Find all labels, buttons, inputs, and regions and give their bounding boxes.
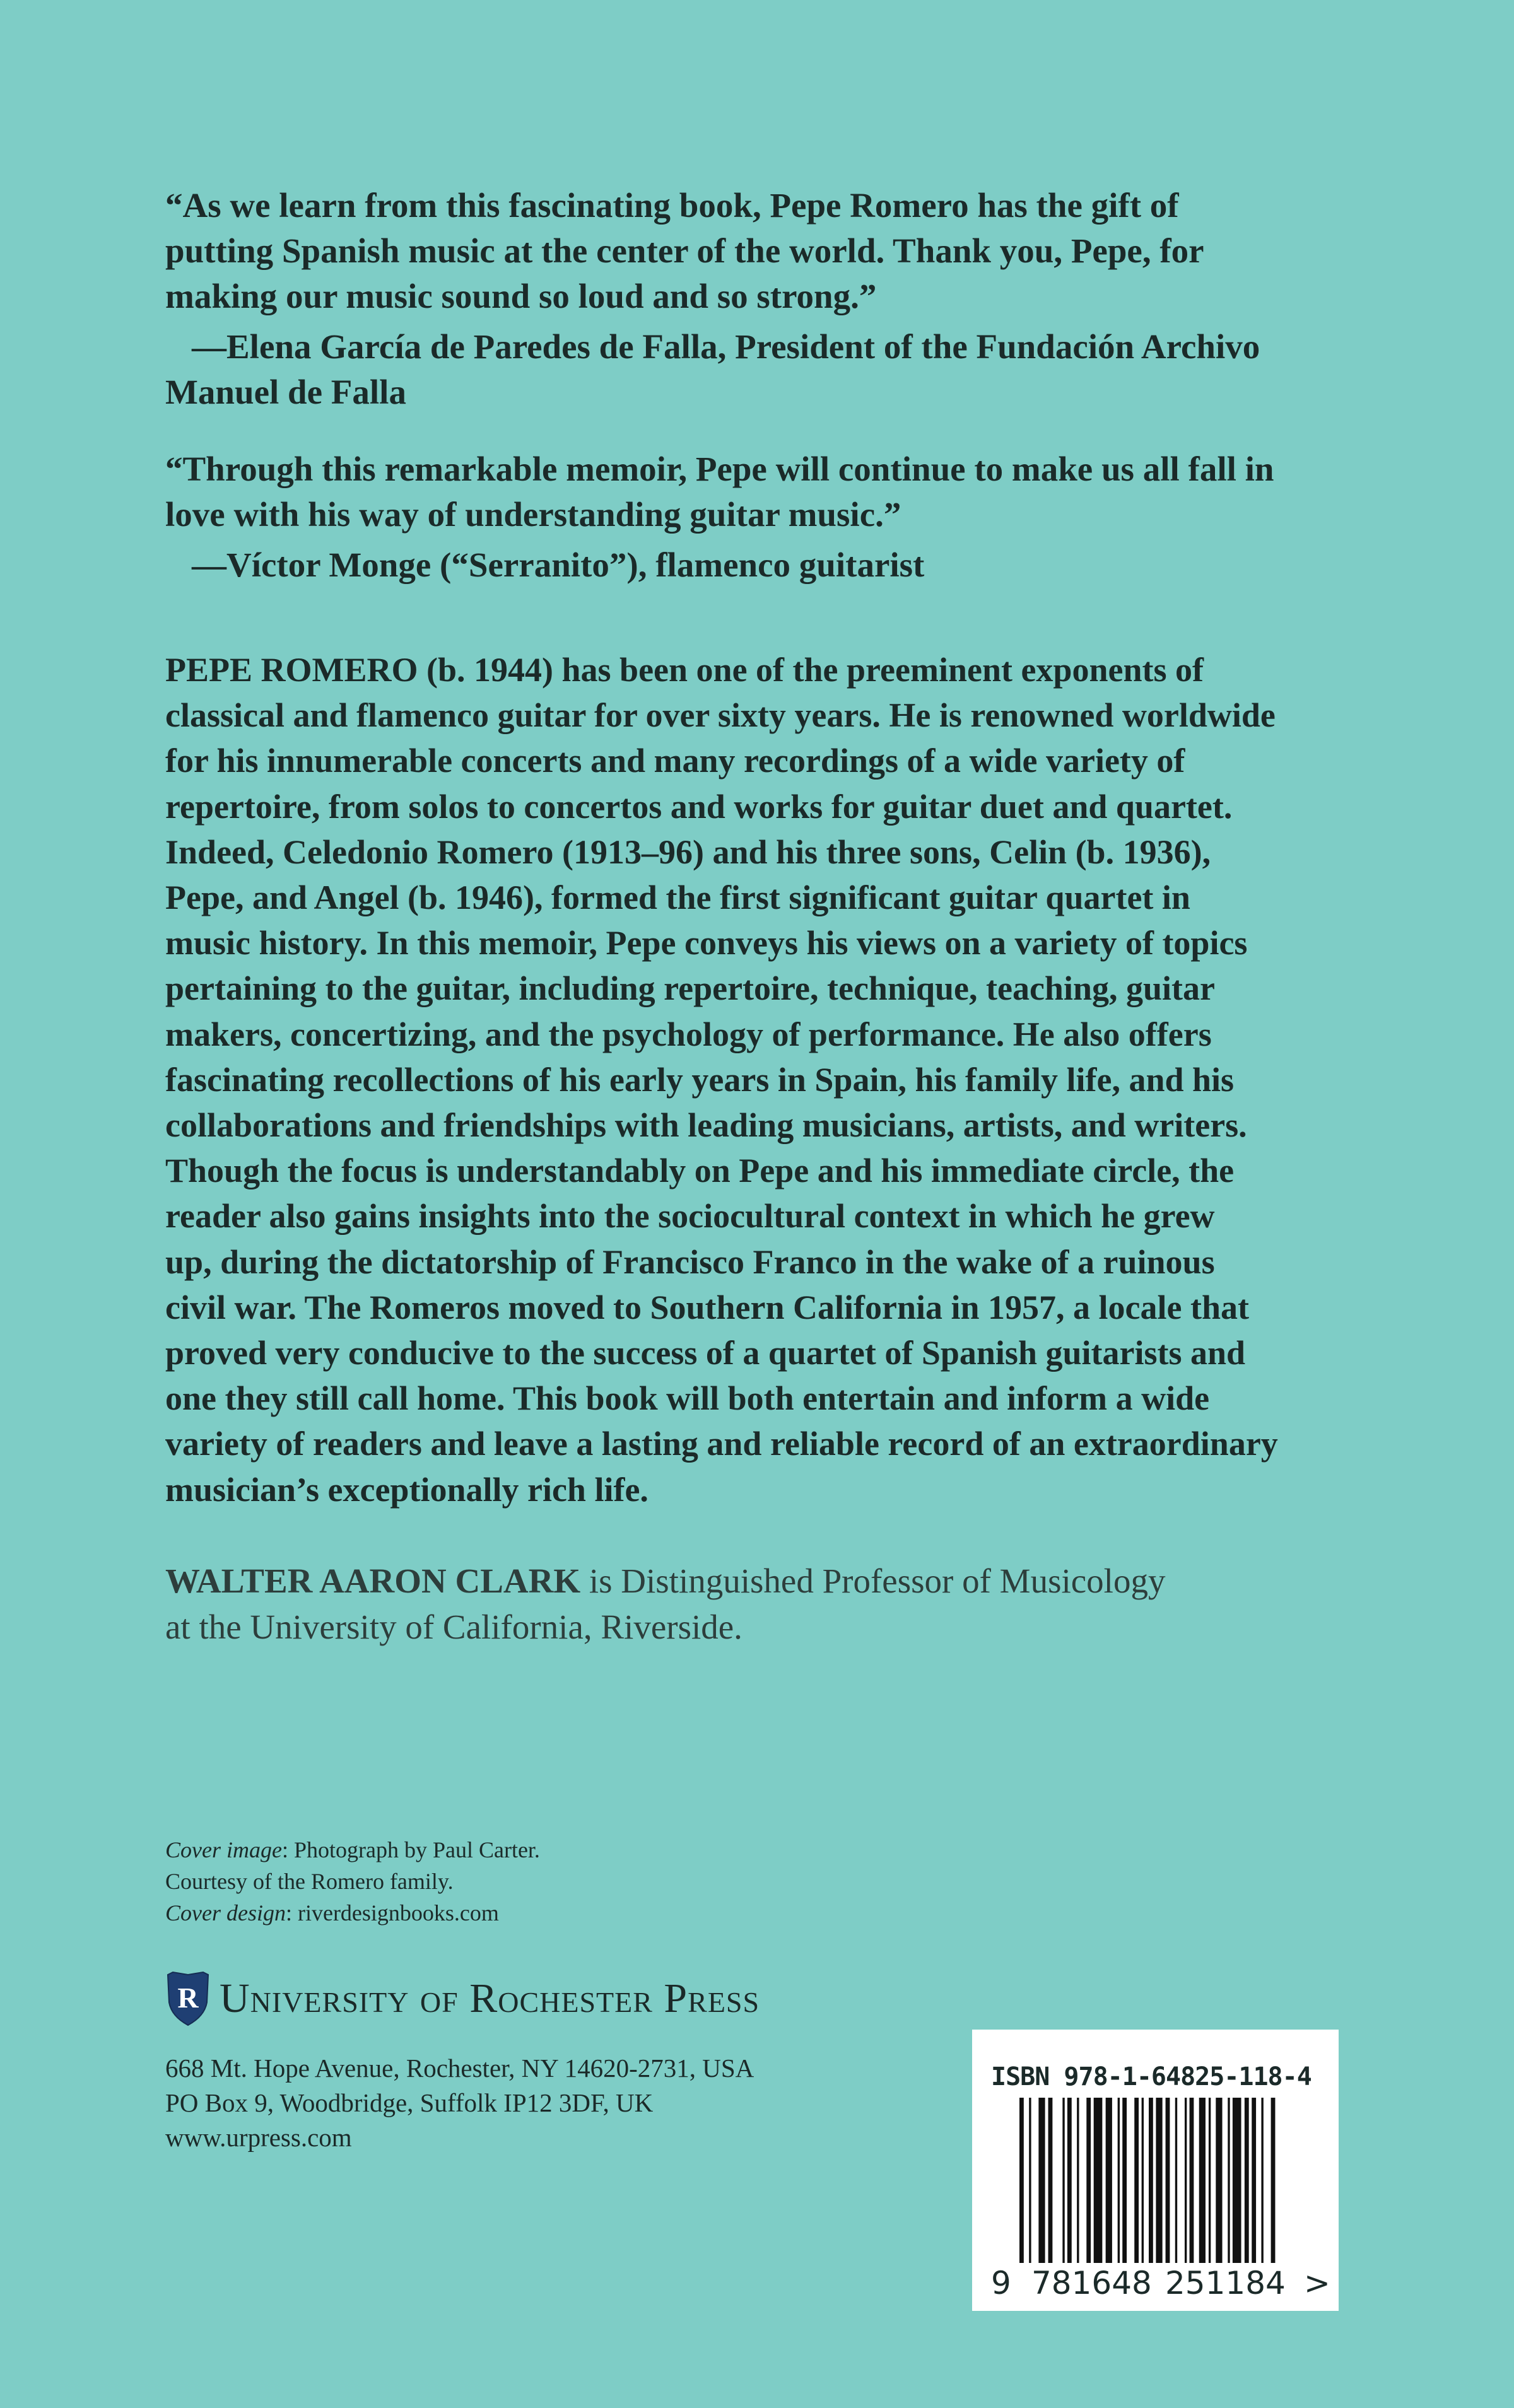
description-line: repertoire, from solos to concertos and works for guitar duet and quartet. <box>165 787 1233 826</box>
quote-attribution: —Elena García de Paredes de Falla, President of the Fundación Archivo <box>192 327 1260 366</box>
barcode-bar <box>1118 2098 1120 2263</box>
barcode-bars <box>1019 2098 1278 2263</box>
description-line: one they still call home. This book will both entertain and inform a wide <box>165 1379 1210 1418</box>
barcode-bar <box>1216 2098 1222 2263</box>
author-bio <box>165 1558 1165 1650</box>
barcode-bar <box>1156 2098 1162 2263</box>
barcode-first-digit: 9 <box>991 2265 1011 2301</box>
barcode-bar <box>1038 2098 1045 2263</box>
description-line: variety of readers and leave a lasting and reliable record of an extraordinary <box>165 1425 1278 1463</box>
barcode-bar <box>1271 2098 1276 2263</box>
description-line: Indeed, Celedonio Romero (1913–96) and his three sons, Celin (b. 1936), <box>165 833 1211 871</box>
logo-letter: R <box>177 1982 199 2014</box>
book-description <box>165 647 1278 1512</box>
barcode-bar <box>1261 2098 1263 2263</box>
quote-monge <box>165 447 1274 588</box>
description-line: fascinating recollections of his early years in Spain, his family life, and his <box>165 1060 1235 1099</box>
barcode-bar <box>1062 2098 1064 2263</box>
credit-label: Cover design <box>165 1900 286 1926</box>
description-line: civil war. The Romeros moved to Southern California in 1957, a locale that <box>165 1288 1249 1326</box>
description-line: classical and flamenco guitar for over sixty years. He is renowned worldwide <box>165 696 1276 735</box>
barcode-bar <box>1199 2098 1206 2263</box>
credit-label: Cover image <box>165 1837 282 1862</box>
barcode-left-digits: 781648 <box>1031 2265 1152 2301</box>
credit-text: : riverdesignbooks.com <box>285 1900 499 1926</box>
quote-line: “As we learn from this fascinating book, Pepe Romero has the gift of <box>165 186 1179 225</box>
barcode-bar <box>1175 2098 1177 2263</box>
author-bio-text: is Distinguished Professor of Musicology <box>580 1562 1166 1600</box>
description-line: collaborations and friendships with leading musicians, artists, and writers. <box>165 1106 1247 1145</box>
barcode-bar <box>1106 2098 1112 2263</box>
barcode-bar <box>1149 2098 1153 2263</box>
barcode-bar <box>1190 2098 1194 2263</box>
quote-attribution: Manuel de Falla <box>165 373 406 411</box>
author-bio-text: at the University of California, Riverside. <box>165 1608 742 1646</box>
description-line: reader also gains insights into the sociocultural context in which he grew <box>165 1197 1215 1236</box>
quote-line: “Through this remarkable memoir, Pepe will continue to make us all fall in <box>165 450 1274 488</box>
barcode-bar <box>1019 2098 1024 2263</box>
description-line: musician’s exceptionally rich life. <box>165 1470 648 1509</box>
address-line: PO Box 9, Woodbridge, Suffolk IP12 3DF, UK <box>165 2088 654 2117</box>
barcode-bar <box>1252 2098 1256 2263</box>
publisher-address <box>165 2051 754 2155</box>
quote-line: making our music sound so loud and so strong.” <box>165 277 877 315</box>
description-line: pertaining to the guitar, including repertoire, technique, teaching, guitar <box>165 969 1215 1008</box>
quote-line: love with his way of understanding guitar music.” <box>165 495 901 534</box>
barcode-bar <box>1245 2098 1249 2263</box>
shield-icon <box>165 1971 211 2026</box>
barcode-bar <box>1228 2098 1229 2263</box>
barcode-bar <box>1142 2098 1144 2263</box>
barcode-bar <box>1185 2098 1187 2263</box>
author-name: WALTER AARON CLARK <box>165 1562 581 1600</box>
description-line: for his innumerable concerts and many recordings of a wide variety of <box>165 742 1185 780</box>
publisher-name: University of Rochester Press <box>220 1975 760 2021</box>
credit-text: Courtesy of the Romero family. <box>165 1869 454 1894</box>
barcode-bar <box>1233 2098 1241 2263</box>
description-line: up, during the dictatorship of Francisco Franco in the wake of a ruinous <box>165 1242 1215 1281</box>
description-line: makers, concertizing, and the psychology of performance. He also offers <box>165 1015 1212 1053</box>
cover-credits <box>165 1834 540 1929</box>
isbn-text: ISBN 978-1-64825-118-4 <box>991 2062 1312 2091</box>
barcode-digits <box>991 2264 1332 2303</box>
description-line: Though the focus is understandably on Pepe and his immediate circle, the <box>165 1152 1235 1190</box>
website-url: www.urpress.com <box>165 2123 352 2152</box>
barcode-bar <box>1094 2098 1103 2263</box>
description-line: Pepe, and Angel (b. 1946), formed the first significant guitar quartet in <box>165 879 1190 917</box>
credit-text: : Photograph by Paul Carter. <box>281 1837 540 1862</box>
description-line: music history. In this memoir, Pepe conveys his views on a variety of topics <box>165 924 1248 962</box>
address-line: 668 Mt. Hope Avenue, Rochester, NY 14620-2731, USA <box>165 2054 754 2083</box>
barcode-bar <box>1122 2098 1127 2263</box>
description-line: proved very conducive to the success of a quartet of Spanish guitarists and <box>165 1334 1246 1372</box>
quote-attribution: —Víctor Monge (“Serranito”), flamenco guitarist <box>192 546 925 584</box>
barcode-bar <box>1048 2098 1053 2263</box>
barcode-arrow: > <box>1304 2265 1330 2301</box>
description-line: PEPE ROMERO (b. 1944) has been one of the preeminent exponents of <box>165 651 1204 689</box>
barcode-bar <box>1067 2098 1072 2263</box>
barcode-bar <box>1166 2098 1170 2263</box>
publisher-logo <box>165 1971 760 2026</box>
isbn-barcode <box>972 2030 1339 2311</box>
quote-line: putting Spanish music at the center of the world. Thank you, Pepe, for <box>165 231 1204 270</box>
barcode-right-digits: 251184 <box>1165 2265 1286 2301</box>
barcode-bar <box>1029 2098 1031 2263</box>
barcode-bar <box>1077 2098 1079 2263</box>
quote-falla <box>165 183 1260 415</box>
barcode-bar <box>1134 2098 1139 2263</box>
barcode-bar <box>1209 2098 1211 2263</box>
barcode-bar <box>1086 2098 1091 2263</box>
